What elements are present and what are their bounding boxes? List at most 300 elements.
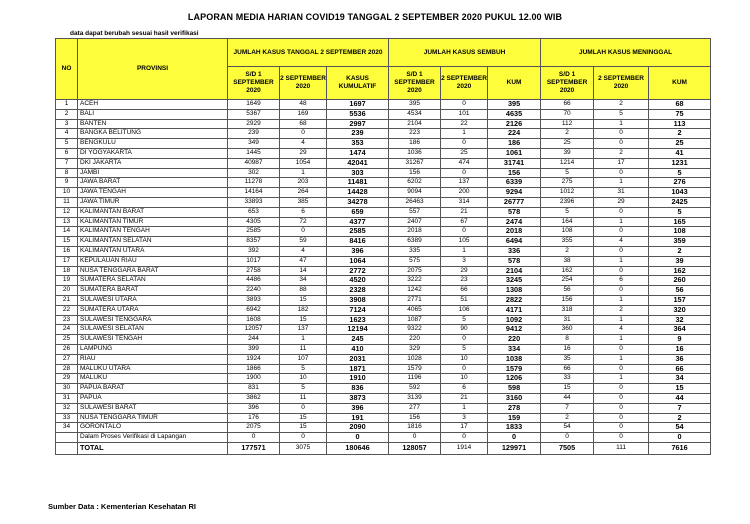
table-row bbox=[56, 305, 711, 315]
total-kasus-sd1: 177571 bbox=[228, 442, 280, 454]
meninggal-kum: 113 bbox=[649, 119, 711, 129]
kasus-sd1: 176 bbox=[228, 413, 280, 423]
kasus-kumulatif: 245 bbox=[327, 335, 389, 345]
meninggal-sd1: 360 bbox=[541, 325, 594, 335]
sembuh-sd1: 592 bbox=[389, 384, 441, 394]
meninggal-tgl2: 0 bbox=[594, 266, 649, 276]
table-row bbox=[56, 374, 711, 384]
meninggal-tgl2: 4 bbox=[594, 325, 649, 335]
sembuh-sd1: 2018 bbox=[389, 227, 441, 237]
table-row bbox=[56, 100, 711, 110]
sembuh-sd1: 9094 bbox=[389, 188, 441, 198]
kasus-kumulatif: 4520 bbox=[327, 276, 389, 286]
table-row bbox=[56, 217, 711, 227]
meninggal-tgl2: 5 bbox=[594, 109, 649, 119]
sembuh-sd1: 4534 bbox=[389, 109, 441, 119]
meninggal-kum: 5 bbox=[649, 207, 711, 217]
table-row bbox=[56, 384, 711, 394]
kasus-kumulatif: 1871 bbox=[327, 364, 389, 374]
table-row bbox=[56, 335, 711, 345]
header-meninggal-tgl2: 2 SEPTEMBER 2020 bbox=[594, 67, 649, 100]
sembuh-sd1: 186 bbox=[389, 139, 441, 149]
meninggal-tgl2: 1 bbox=[594, 295, 649, 305]
row-provinsi: SULAWESI TENGAH bbox=[78, 335, 228, 345]
sembuh-kum: 3160 bbox=[488, 393, 541, 403]
meninggal-tgl2: 0 bbox=[594, 403, 649, 413]
kasus-kumulatif: 2090 bbox=[327, 423, 389, 433]
sembuh-kum: 220 bbox=[488, 335, 541, 345]
kasus-kumulatif: 410 bbox=[327, 344, 389, 354]
table-row bbox=[56, 276, 711, 286]
row-no: 26 bbox=[56, 344, 78, 354]
total-meninggal-tgl2: 111 bbox=[594, 442, 649, 454]
kasus-kumulatif: 11481 bbox=[327, 178, 389, 188]
meninggal-tgl2: 1 bbox=[594, 374, 649, 384]
kasus-tgl2: 0 bbox=[280, 403, 327, 413]
meninggal-sd1: 108 bbox=[541, 227, 594, 237]
sembuh-tgl2: 101 bbox=[441, 109, 488, 119]
row-no: 22 bbox=[56, 305, 78, 315]
meninggal-kum: 276 bbox=[649, 178, 711, 188]
row-provinsi: SULAWESI SELATAN bbox=[78, 325, 228, 335]
meninggal-kum: 5 bbox=[649, 168, 711, 178]
sembuh-kum: 2104 bbox=[488, 266, 541, 276]
meninggal-tgl2: 0 bbox=[594, 246, 649, 256]
kasus-sd1: 399 bbox=[228, 344, 280, 354]
row-no: 5 bbox=[56, 139, 78, 149]
meninggal-kum: 16 bbox=[649, 344, 711, 354]
meninggal-tgl2: 0 bbox=[594, 364, 649, 374]
meninggal-kum: 364 bbox=[649, 325, 711, 335]
meninggal-kum: 1043 bbox=[649, 188, 711, 198]
sembuh-kum: 2018 bbox=[488, 227, 541, 237]
total-kasus-tgl2: 3075 bbox=[280, 442, 327, 454]
meninggal-tgl2: 1 bbox=[594, 119, 649, 129]
sembuh-sd1: 2407 bbox=[389, 217, 441, 227]
meninggal-tgl2: 0 bbox=[594, 168, 649, 178]
meninggal-kum: 25 bbox=[649, 139, 711, 149]
row-provinsi: BANGKA BELITUNG bbox=[78, 129, 228, 139]
table-row bbox=[56, 197, 711, 207]
sembuh-sd1: 31267 bbox=[389, 158, 441, 168]
meninggal-kum: 39 bbox=[649, 256, 711, 266]
sembuh-tgl2: 67 bbox=[441, 217, 488, 227]
header-sembuh-kum: KUM bbox=[488, 67, 541, 100]
meninggal-tgl2: 1 bbox=[594, 354, 649, 364]
kasus-tgl2: 72 bbox=[280, 217, 327, 227]
table-row bbox=[56, 256, 711, 266]
kasus-tgl2: 15 bbox=[280, 315, 327, 325]
kasus-kumulatif: 2772 bbox=[327, 266, 389, 276]
table-row bbox=[56, 423, 711, 433]
row-no: 23 bbox=[56, 315, 78, 325]
sembuh-tgl2: 21 bbox=[441, 393, 488, 403]
sembuh-kum: 578 bbox=[488, 207, 541, 217]
sembuh-tgl2: 10 bbox=[441, 374, 488, 384]
kasus-kumulatif: 396 bbox=[327, 403, 389, 413]
kasus-tgl2: 4 bbox=[280, 139, 327, 149]
meninggal-tgl2: 6 bbox=[594, 276, 649, 286]
table-body bbox=[56, 100, 711, 455]
sembuh-kum: 0 bbox=[488, 433, 541, 443]
kasus-tgl2: 203 bbox=[280, 178, 327, 188]
row-no: 16 bbox=[56, 246, 78, 256]
sembuh-sd1: 1036 bbox=[389, 148, 441, 158]
header-meninggal-sd1: S/D 1 SEPTEMBER 2020 bbox=[541, 67, 594, 100]
sembuh-tgl2: 0 bbox=[441, 168, 488, 178]
row-no: 1 bbox=[56, 100, 78, 110]
meninggal-sd1: 164 bbox=[541, 217, 594, 227]
total-kasus-kumulatif: 180646 bbox=[327, 442, 389, 454]
row-provinsi: KALIMANTAN SELATAN bbox=[78, 237, 228, 247]
meninggal-sd1: 5 bbox=[541, 207, 594, 217]
row-no: 8 bbox=[56, 168, 78, 178]
kasus-tgl2: 68 bbox=[280, 119, 327, 129]
kasus-kumulatif: 2328 bbox=[327, 286, 389, 296]
meninggal-kum: 44 bbox=[649, 393, 711, 403]
row-provinsi: JAWA BARAT bbox=[78, 178, 228, 188]
kasus-tgl2: 107 bbox=[280, 354, 327, 364]
row-no: 30 bbox=[56, 384, 78, 394]
meninggal-sd1: 2396 bbox=[541, 197, 594, 207]
sembuh-tgl2: 200 bbox=[441, 188, 488, 198]
row-provinsi: LAMPUNG bbox=[78, 344, 228, 354]
kasus-sd1: 349 bbox=[228, 139, 280, 149]
meninggal-kum: 34 bbox=[649, 374, 711, 384]
row-provinsi: KALIMANTAN BARAT bbox=[78, 207, 228, 217]
sembuh-tgl2: 25 bbox=[441, 148, 488, 158]
row-provinsi: NUSA TENGGARA TIMUR bbox=[78, 413, 228, 423]
kasus-sd1: 4486 bbox=[228, 276, 280, 286]
sembuh-sd1: 220 bbox=[389, 335, 441, 345]
sembuh-kum: 1038 bbox=[488, 354, 541, 364]
meninggal-kum: 0 bbox=[649, 433, 711, 443]
meninggal-sd1: 15 bbox=[541, 384, 594, 394]
sembuh-sd1: 277 bbox=[389, 403, 441, 413]
kasus-kumulatif: 3873 bbox=[327, 393, 389, 403]
header-sembuh-tgl2: 2 SEPTEMBER 2020 bbox=[441, 67, 488, 100]
kasus-kumulatif: 303 bbox=[327, 168, 389, 178]
sembuh-sd1: 1087 bbox=[389, 315, 441, 325]
meninggal-kum: 320 bbox=[649, 305, 711, 315]
meninggal-tgl2: 0 bbox=[594, 393, 649, 403]
row-no bbox=[56, 433, 78, 443]
kasus-kumulatif: 191 bbox=[327, 413, 389, 423]
kasus-sd1: 33893 bbox=[228, 197, 280, 207]
kasus-tgl2: 34 bbox=[280, 276, 327, 286]
meninggal-tgl2: 29 bbox=[594, 197, 649, 207]
kasus-tgl2: 59 bbox=[280, 237, 327, 247]
meninggal-sd1: 254 bbox=[541, 276, 594, 286]
kasus-kumulatif: 3908 bbox=[327, 295, 389, 305]
meninggal-kum: 68 bbox=[649, 100, 711, 110]
meninggal-kum: 2 bbox=[649, 246, 711, 256]
sembuh-kum: 598 bbox=[488, 384, 541, 394]
sembuh-kum: 9412 bbox=[488, 325, 541, 335]
sembuh-tgl2: 66 bbox=[441, 286, 488, 296]
sembuh-kum: 1061 bbox=[488, 148, 541, 158]
kasus-tgl2: 11 bbox=[280, 393, 327, 403]
kasus-sd1: 2075 bbox=[228, 423, 280, 433]
sembuh-sd1: 6202 bbox=[389, 178, 441, 188]
sembuh-tgl2: 23 bbox=[441, 276, 488, 286]
row-provinsi: DI YOGYAKARTA bbox=[78, 148, 228, 158]
verification-note: data dapat berubah sesuai hasil verifikasi bbox=[70, 30, 199, 37]
meninggal-sd1: 54 bbox=[541, 423, 594, 433]
meninggal-tgl2: 2 bbox=[594, 305, 649, 315]
meninggal-sd1: 56 bbox=[541, 286, 594, 296]
sembuh-tgl2: 22 bbox=[441, 119, 488, 129]
sembuh-kum: 9294 bbox=[488, 188, 541, 198]
meninggal-kum: 359 bbox=[649, 237, 711, 247]
kasus-sd1: 6942 bbox=[228, 305, 280, 315]
row-no: 12 bbox=[56, 207, 78, 217]
kasus-tgl2: 29 bbox=[280, 148, 327, 158]
header-kasus-sd1: S/D 1 SEPTEMBER 2020 bbox=[228, 67, 280, 100]
kasus-sd1: 3862 bbox=[228, 393, 280, 403]
meninggal-kum: 56 bbox=[649, 286, 711, 296]
sembuh-sd1: 0 bbox=[389, 433, 441, 443]
meninggal-sd1: 2 bbox=[541, 129, 594, 139]
kasus-sd1: 1445 bbox=[228, 148, 280, 158]
kasus-kumulatif: 239 bbox=[327, 129, 389, 139]
row-no: 31 bbox=[56, 393, 78, 403]
sembuh-tgl2: 0 bbox=[441, 227, 488, 237]
kasus-tgl2: 1054 bbox=[280, 158, 327, 168]
row-provinsi: JAWA TIMUR bbox=[78, 197, 228, 207]
row-provinsi: MALUKU bbox=[78, 374, 228, 384]
table-row bbox=[56, 139, 711, 149]
meninggal-tgl2: 1 bbox=[594, 217, 649, 227]
kasus-tgl2: 15 bbox=[280, 413, 327, 423]
row-provinsi: BALI bbox=[78, 109, 228, 119]
table-row bbox=[56, 286, 711, 296]
sembuh-sd1: 156 bbox=[389, 413, 441, 423]
kasus-kumulatif: 4377 bbox=[327, 217, 389, 227]
total-meninggal-sd1: 7505 bbox=[541, 442, 594, 454]
table-row bbox=[56, 354, 711, 364]
meninggal-sd1: 1012 bbox=[541, 188, 594, 198]
meninggal-sd1: 2 bbox=[541, 413, 594, 423]
total-row bbox=[56, 442, 711, 454]
kasus-sd1: 302 bbox=[228, 168, 280, 178]
row-no: 11 bbox=[56, 197, 78, 207]
table-row bbox=[56, 109, 711, 119]
row-no: 10 bbox=[56, 188, 78, 198]
sembuh-sd1: 1242 bbox=[389, 286, 441, 296]
kasus-sd1: 12057 bbox=[228, 325, 280, 335]
sembuh-sd1: 575 bbox=[389, 256, 441, 266]
meninggal-tgl2: 1 bbox=[594, 335, 649, 345]
meninggal-sd1: 1214 bbox=[541, 158, 594, 168]
sembuh-sd1: 395 bbox=[389, 100, 441, 110]
sembuh-tgl2: 21 bbox=[441, 207, 488, 217]
kasus-sd1: 4305 bbox=[228, 217, 280, 227]
meninggal-tgl2: 1 bbox=[594, 315, 649, 325]
meninggal-kum: 15 bbox=[649, 384, 711, 394]
sembuh-tgl2: 106 bbox=[441, 305, 488, 315]
sembuh-tgl2: 105 bbox=[441, 237, 488, 247]
kasus-tgl2: 5 bbox=[280, 364, 327, 374]
sembuh-sd1: 1028 bbox=[389, 354, 441, 364]
sembuh-kum: 3245 bbox=[488, 276, 541, 286]
row-no: 21 bbox=[56, 295, 78, 305]
row-provinsi: SUMATERA SELATAN bbox=[78, 276, 228, 286]
meninggal-tgl2: 4 bbox=[594, 237, 649, 247]
sembuh-kum: 2474 bbox=[488, 217, 541, 227]
kasus-sd1: 239 bbox=[228, 129, 280, 139]
row-no: 29 bbox=[56, 374, 78, 384]
row-provinsi: PAPUA BARAT bbox=[78, 384, 228, 394]
meninggal-tgl2: 2 bbox=[594, 148, 649, 158]
meninggal-sd1: 7 bbox=[541, 403, 594, 413]
kasus-tgl2: 182 bbox=[280, 305, 327, 315]
header-kasus-tgl2: 2 SEPTEMBER 2020 bbox=[280, 67, 327, 100]
meninggal-sd1: 66 bbox=[541, 100, 594, 110]
kasus-kumulatif: 42041 bbox=[327, 158, 389, 168]
meninggal-tgl2: 0 bbox=[594, 207, 649, 217]
sembuh-sd1: 1816 bbox=[389, 423, 441, 433]
sembuh-tgl2: 474 bbox=[441, 158, 488, 168]
row-no: 3 bbox=[56, 119, 78, 129]
kasus-sd1: 1649 bbox=[228, 100, 280, 110]
table-row bbox=[56, 433, 711, 443]
sembuh-kum: 395 bbox=[488, 100, 541, 110]
row-provinsi: KEPULAUAN RIAU bbox=[78, 256, 228, 266]
total-sembuh-kum: 129971 bbox=[488, 442, 541, 454]
row-provinsi: KALIMANTAN TIMUR bbox=[78, 217, 228, 227]
meninggal-kum: 108 bbox=[649, 227, 711, 237]
kasus-tgl2: 48 bbox=[280, 100, 327, 110]
sembuh-kum: 186 bbox=[488, 139, 541, 149]
meninggal-tgl2: 0 bbox=[594, 384, 649, 394]
meninggal-tgl2: 0 bbox=[594, 344, 649, 354]
row-no: 13 bbox=[56, 217, 78, 227]
sembuh-kum: 26777 bbox=[488, 197, 541, 207]
kasus-tgl2: 10 bbox=[280, 374, 327, 384]
row-provinsi: SULAWESI BARAT bbox=[78, 403, 228, 413]
meninggal-sd1: 112 bbox=[541, 119, 594, 129]
meninggal-sd1: 70 bbox=[541, 109, 594, 119]
total-sembuh-tgl2: 1914 bbox=[441, 442, 488, 454]
meninggal-kum: 7 bbox=[649, 403, 711, 413]
kasus-sd1: 1017 bbox=[228, 256, 280, 266]
meninggal-kum: 41 bbox=[649, 148, 711, 158]
table-row bbox=[56, 207, 711, 217]
kasus-kumulatif: 1697 bbox=[327, 100, 389, 110]
kasus-tgl2: 4 bbox=[280, 246, 327, 256]
table-row bbox=[56, 237, 711, 247]
header-group-kasus: JUMLAH KASUS TANGGAL 2 SEPTEMBER 2020 bbox=[228, 39, 389, 67]
meninggal-tgl2: 2 bbox=[594, 100, 649, 110]
kasus-kumulatif: 1623 bbox=[327, 315, 389, 325]
sembuh-kum: 6339 bbox=[488, 178, 541, 188]
kasus-tgl2: 264 bbox=[280, 188, 327, 198]
row-no: 14 bbox=[56, 227, 78, 237]
total-row-provinsi: TOTAL bbox=[78, 442, 228, 454]
report-title: LAPORAN MEDIA HARIAN COVID19 TANGGAL 2 SEPTEMBER 2020 PUKUL 12.00 WIB bbox=[187, 12, 563, 22]
kasus-tgl2: 47 bbox=[280, 256, 327, 266]
header-no: NO bbox=[56, 39, 78, 100]
sembuh-tgl2: 1 bbox=[441, 246, 488, 256]
kasus-sd1: 1608 bbox=[228, 315, 280, 325]
kasus-tgl2: 0 bbox=[280, 129, 327, 139]
sembuh-sd1: 2104 bbox=[389, 119, 441, 129]
kasus-sd1: 1900 bbox=[228, 374, 280, 384]
kasus-kumulatif: 8416 bbox=[327, 237, 389, 247]
sembuh-tgl2: 137 bbox=[441, 178, 488, 188]
row-provinsi: KALIMANTAN TENGAH bbox=[78, 227, 228, 237]
row-no: 17 bbox=[56, 256, 78, 266]
row-provinsi: DKI JAKARTA bbox=[78, 158, 228, 168]
kasus-kumulatif: 14428 bbox=[327, 188, 389, 198]
sembuh-kum: 31741 bbox=[488, 158, 541, 168]
kasus-kumulatif: 836 bbox=[327, 384, 389, 394]
sembuh-tgl2: 0 bbox=[441, 100, 488, 110]
table-row bbox=[56, 148, 711, 158]
row-provinsi: MALUKU UTARA bbox=[78, 364, 228, 374]
table-row bbox=[56, 158, 711, 168]
kasus-sd1: 2758 bbox=[228, 266, 280, 276]
kasus-kumulatif: 2585 bbox=[327, 227, 389, 237]
kasus-kumulatif: 2031 bbox=[327, 354, 389, 364]
row-provinsi: BENGKULU bbox=[78, 139, 228, 149]
kasus-tgl2: 137 bbox=[280, 325, 327, 335]
table-row bbox=[56, 364, 711, 374]
table-row bbox=[56, 168, 711, 178]
covid-table bbox=[55, 38, 711, 455]
row-no: 18 bbox=[56, 266, 78, 276]
sembuh-kum: 6494 bbox=[488, 237, 541, 247]
sembuh-tgl2: 6 bbox=[441, 384, 488, 394]
sembuh-tgl2: 0 bbox=[441, 139, 488, 149]
meninggal-tgl2: 17 bbox=[594, 158, 649, 168]
kasus-tgl2: 1 bbox=[280, 168, 327, 178]
kasus-kumulatif: 1910 bbox=[327, 374, 389, 384]
sembuh-tgl2: 3 bbox=[441, 413, 488, 423]
meninggal-sd1: 162 bbox=[541, 266, 594, 276]
row-provinsi: GORONTALO bbox=[78, 423, 228, 433]
kasus-sd1: 244 bbox=[228, 335, 280, 345]
row-no: 2 bbox=[56, 109, 78, 119]
sembuh-kum: 2822 bbox=[488, 295, 541, 305]
kasus-tgl2: 5 bbox=[280, 384, 327, 394]
table-row bbox=[56, 119, 711, 129]
header-sembuh-sd1: S/D 1 SEPTEMBER 2020 bbox=[389, 67, 441, 100]
meninggal-kum: 2425 bbox=[649, 197, 711, 207]
table-row bbox=[56, 344, 711, 354]
kasus-kumulatif: 1064 bbox=[327, 256, 389, 266]
meninggal-kum: 260 bbox=[649, 276, 711, 286]
sembuh-sd1: 3139 bbox=[389, 393, 441, 403]
sembuh-sd1: 9322 bbox=[389, 325, 441, 335]
kasus-sd1: 3893 bbox=[228, 295, 280, 305]
meninggal-sd1: 16 bbox=[541, 344, 594, 354]
header-meninggal-kum: KUM bbox=[649, 67, 711, 100]
meninggal-kum: 9 bbox=[649, 335, 711, 345]
meninggal-tgl2: 0 bbox=[594, 413, 649, 423]
meninggal-sd1: 5 bbox=[541, 168, 594, 178]
kasus-tgl2: 0 bbox=[280, 433, 327, 443]
kasus-sd1: 14164 bbox=[228, 188, 280, 198]
table-row bbox=[56, 315, 711, 325]
row-no: 6 bbox=[56, 148, 78, 158]
row-no: 9 bbox=[56, 178, 78, 188]
table-row bbox=[56, 325, 711, 335]
meninggal-kum: 54 bbox=[649, 423, 711, 433]
sembuh-sd1: 1579 bbox=[389, 364, 441, 374]
total-sembuh-sd1: 128057 bbox=[389, 442, 441, 454]
